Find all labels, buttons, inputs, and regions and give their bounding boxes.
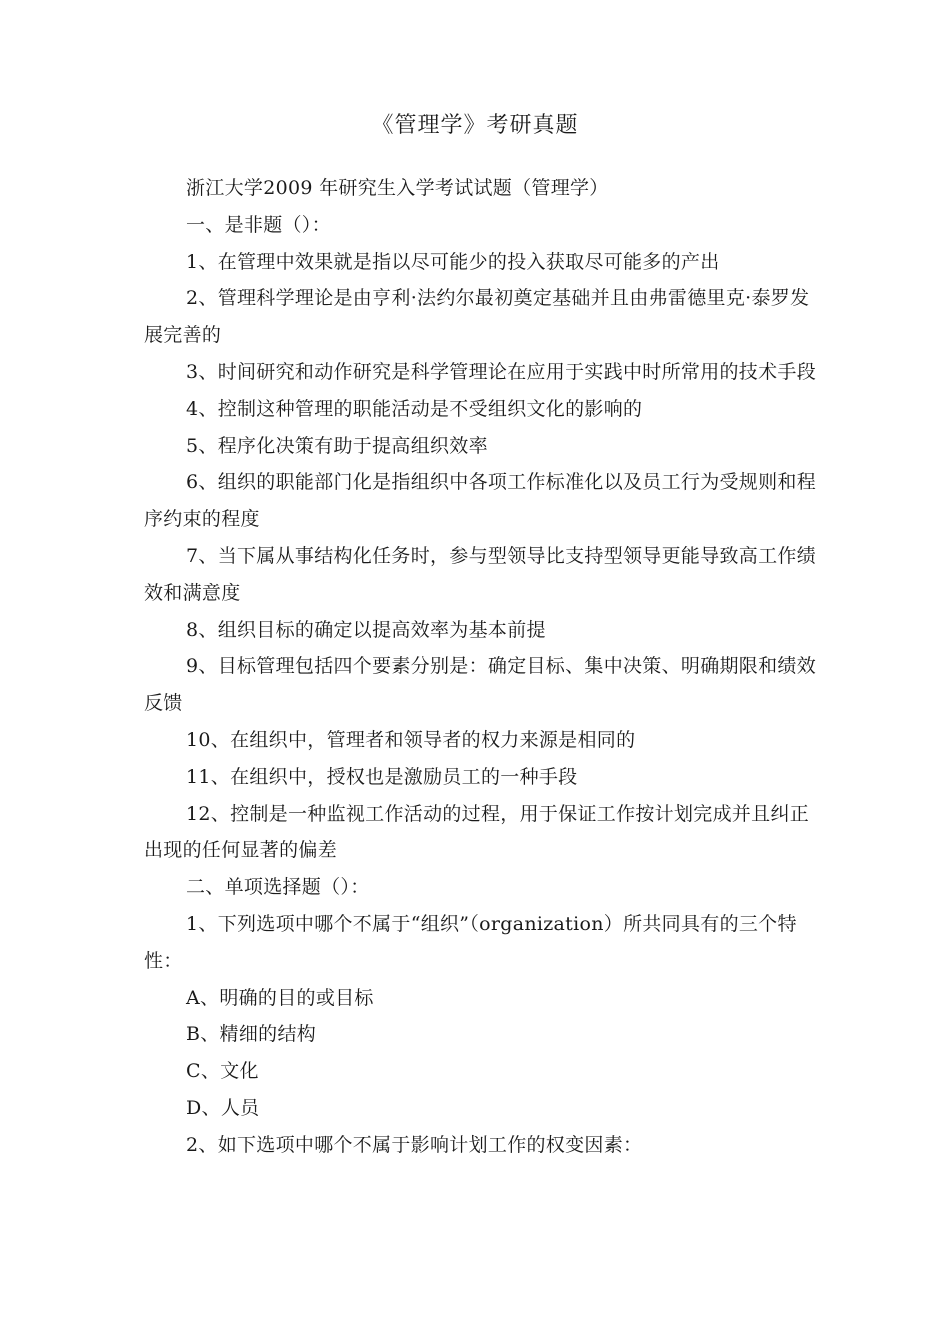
true-false-item: 10、在组织中，管理者和领导者的权力来源是相同的 [186,728,636,751]
choice-question: 2、如下选项中哪个不属于影响计划工作的权变因素： [186,1133,643,1156]
true-false-item: 5、程序化决策有助于提高组织效率 [186,434,488,457]
section-heading-true-false: 一、是非题（）： [186,213,331,236]
true-false-item: 2、管理科学理论是由亨利·法约尔最初奠定基础并且由弗雷德里克·泰罗发展完善的 [144,287,810,347]
true-false-item: 12、控制是一种监视工作活动的过程，用于保证工作按计划完成并且纠正出现的任何显著的偏差 [144,802,810,862]
section-heading-single-choice: 二、单项选择题（）： [186,876,370,899]
true-false-item: 3、时间研究和动作研究是科学管理论在应用于实践中时所常用的技术手段 [186,360,816,383]
choice-option: A、明确的目的或目标 [186,986,374,1009]
true-false-item: 1、在管理中效果就是指以尽可能少的投入获取尽可能多的产出 [186,250,720,273]
choice-option: C、文化 [186,1060,259,1083]
document-body [144,170,824,1164]
document-title: 《管理学》考研真题 [371,113,579,138]
choice-question: 1、下列选项中哪个不属于“组织”（organization）所共同具有的三个特性： [144,912,797,972]
true-false-item: 7、当下属从事结构化任务时，参与型领导比支持型领导更能导致高工作绩效和满意度 [144,544,816,604]
true-false-item: 11、在组织中，授权也是激励员工的一种手段 [186,765,578,788]
true-false-item: 8、组织目标的确定以提高效率为基本前提 [186,618,546,641]
exam-header: 浙江大学2009 年研究生入学考试试题（管理学） [186,177,609,199]
true-false-item: 6、组织的职能部门化是指组织中各项工作标准化以及员工行为受规则和程序约束的程度 [144,471,816,531]
true-false-item: 4、控制这种管理的职能活动是不受组织文化的影响的 [186,397,643,420]
choice-option: D、人员 [186,1096,260,1119]
true-false-item: 9、目标管理包括四个要素分别是：确定目标、集中决策、明确期限和绩效反馈 [144,655,816,715]
choice-option: B、精细的结构 [186,1023,317,1046]
